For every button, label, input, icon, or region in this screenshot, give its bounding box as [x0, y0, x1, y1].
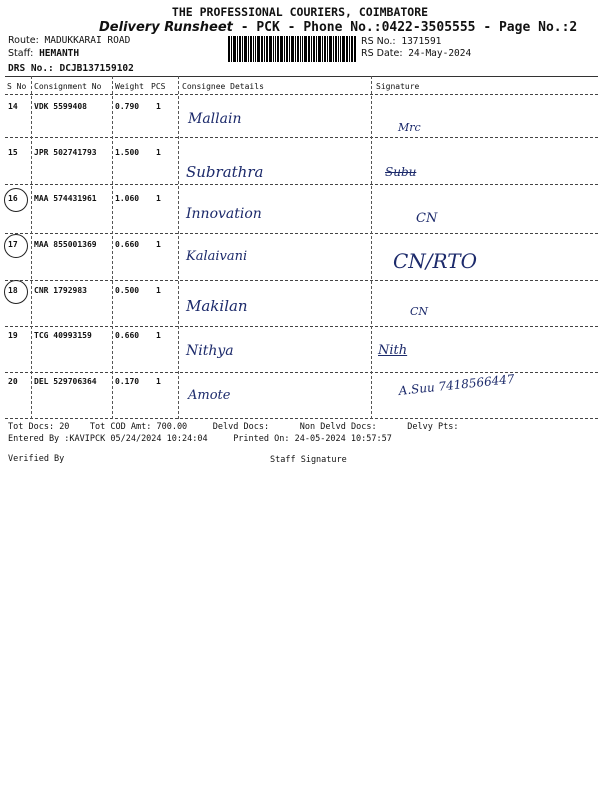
col-header-pcs: PCS [151, 82, 166, 91]
printed-on-value: 24-05-2024 10:57:57 [294, 434, 392, 444]
row-weight: 0.170 [115, 377, 140, 386]
tot-docs-label: Tot Docs: [8, 422, 55, 432]
staff-signature-label: Staff Signature [270, 455, 347, 465]
staff-line [8, 48, 79, 59]
runsheet-title-rest: - PCK - Phone No.:0422-3505555 - Page No.:2 [232, 20, 578, 35]
rs-date-label: RS Date: [361, 48, 403, 59]
row-pcs: 1 [156, 148, 161, 157]
runsheet-title-main: Delivery Runsheet [99, 20, 233, 35]
row-consignment: MAA 574431961 [34, 194, 97, 203]
handwritten-signature: Mrc [398, 121, 421, 134]
row-pcs: 1 [156, 240, 161, 249]
rs-no-label: RS No.: [361, 36, 396, 47]
rs-no-line [361, 36, 441, 47]
col-header-weight: Weight [115, 82, 144, 91]
row-weight: 1.500 [115, 148, 140, 157]
handwritten-consignee: Kalaivani [186, 249, 248, 264]
handwritten-signature: Nith [378, 343, 408, 358]
handwritten-consignee: Innovation [186, 206, 262, 222]
row-weight: 0.790 [115, 102, 140, 111]
row-divider [5, 137, 598, 138]
row-pcs: 1 [156, 102, 161, 111]
tot-cod-value: 700.00 [156, 422, 188, 432]
drs-line [8, 63, 134, 74]
tot-docs-value: 20 [59, 422, 70, 432]
route-label: Route: [8, 35, 39, 46]
handwritten-consignee: Nithya [186, 343, 234, 359]
row-sno: 17 [8, 240, 18, 249]
drs-value: DCJB137159102 [59, 63, 134, 74]
entry-line [8, 434, 392, 444]
row-consignment: DEL 529706364 [34, 377, 97, 386]
barcode [228, 36, 356, 62]
row-consignment: VDK 5599408 [34, 102, 87, 111]
staff-label: Staff: [8, 48, 34, 59]
handwritten-signature: CN/RTO [393, 249, 477, 273]
rs-no-value: 1371591 [401, 36, 442, 47]
table-top-rule [5, 76, 598, 77]
row-weight: 0.500 [115, 286, 140, 295]
route-line [8, 35, 130, 46]
handwritten-consignee: Makilan [186, 297, 248, 315]
row-divider [5, 418, 598, 419]
printed-on-label: Printed On: [233, 434, 290, 444]
col-header-signature: Signature [376, 82, 420, 91]
row-divider [5, 326, 598, 327]
non-delvd-docs-label: Non Delvd Docs: [299, 422, 377, 432]
row-consignment: MAA 855001369 [34, 240, 97, 249]
col-divider [371, 76, 372, 419]
handwritten-consignee: Mallain [188, 111, 242, 127]
col-header-consignee: Consignee Details [182, 82, 264, 91]
verified-by-label: Verified By [8, 454, 65, 464]
entered-by-value: KAVIPCK 05/24/2024 10:24:04 [69, 434, 208, 444]
row-pcs: 1 [156, 286, 161, 295]
row-pcs: 1 [156, 377, 161, 386]
tot-cod-label: Tot COD Amt: [89, 422, 152, 432]
row-sno: 18 [8, 286, 18, 295]
totals-line [8, 422, 458, 432]
handwritten-consignee: Amote [188, 388, 231, 403]
entered-by-label: Entered By : [8, 434, 70, 444]
company-name: THE PROFESSIONAL COURIERS, COIMBATORE [171, 5, 429, 19]
row-sno: 20 [8, 377, 18, 386]
handwritten-signature: CN [416, 211, 438, 226]
col-divider [178, 76, 179, 419]
row-sno: 14 [8, 102, 18, 111]
row-divider [5, 280, 598, 281]
col-header-sno: S No [7, 82, 27, 91]
row-weight: 0.660 [115, 331, 140, 340]
handwritten-signature: CN [410, 305, 429, 318]
row-weight: 0.660 [115, 240, 140, 249]
staff-value: HEMANTH [39, 48, 80, 59]
row-consignment: JPR 502741793 [34, 148, 97, 157]
header-rule [5, 94, 598, 95]
col-divider [31, 76, 32, 419]
rs-date-value: 24-May-2024 [408, 48, 472, 59]
handwritten-consignee: Subrathra [186, 163, 264, 181]
row-divider [5, 233, 598, 234]
handwritten-signature: A.Suu 7418566447 [398, 371, 516, 398]
row-pcs: 1 [156, 194, 161, 203]
row-consignment: CNR 1792983 [34, 286, 87, 295]
col-header-consignment: Consignment No [34, 82, 102, 91]
col-divider [112, 76, 113, 419]
row-sno: 19 [8, 331, 18, 340]
row-divider [5, 184, 598, 185]
delvd-docs-label: Delvd Docs: [212, 422, 270, 432]
route-value: MADUKKARAI ROAD [44, 35, 131, 46]
row-pcs: 1 [156, 331, 161, 340]
runsheet-title [99, 20, 577, 35]
row-sno: 15 [8, 148, 18, 157]
drs-label: DRS No.: [8, 63, 54, 74]
row-sno: 16 [8, 194, 18, 203]
row-weight: 1.060 [115, 194, 140, 203]
rs-date-line [361, 48, 471, 59]
handwritten-signature: Subu [385, 165, 417, 179]
delvy-pts-label: Delvy Pts: [407, 422, 459, 432]
row-consignment: TCG 40993159 [34, 331, 92, 340]
